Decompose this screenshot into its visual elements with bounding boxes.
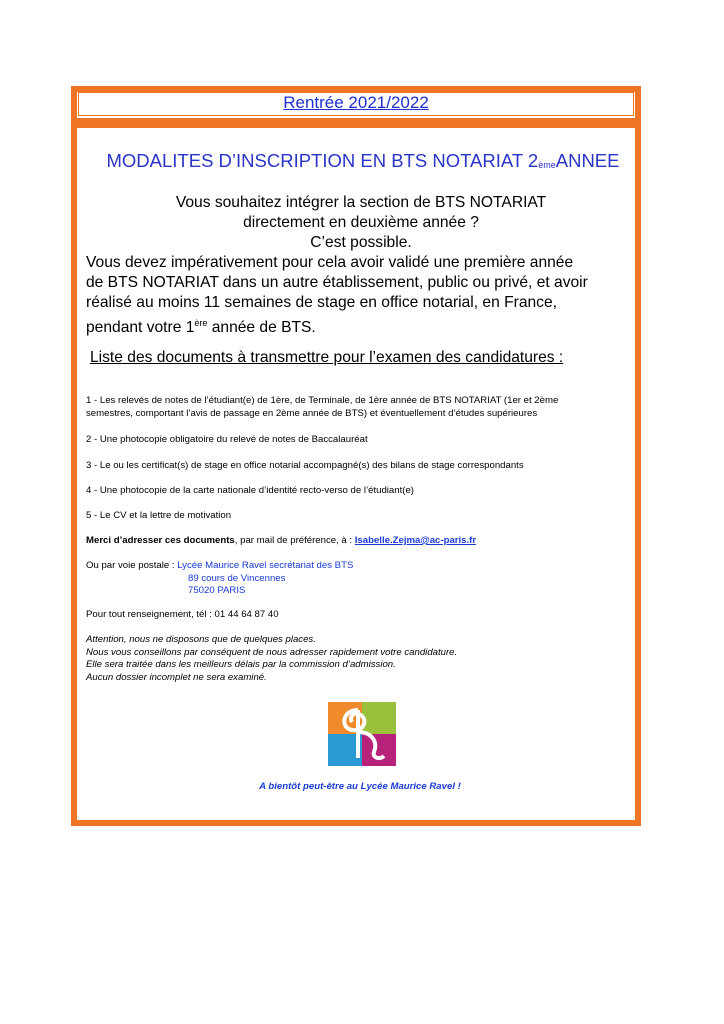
address-line: 89 cours de Vincennes [188, 572, 286, 584]
intro-line: directement en deuxième année ? [243, 214, 479, 231]
notice-line: Nous vous conseillons par conséquent de nous adresser rapidement votre candidature. [86, 646, 458, 658]
intro-line [86, 313, 636, 338]
notice-block [86, 634, 457, 684]
heading-main: MODALITES D’INSCRIPTION EN BTS NOTARIAT 2 [106, 150, 539, 171]
intro-sup: ère [194, 318, 208, 328]
logo-green-block [362, 702, 396, 734]
logo-magenta-block [362, 734, 396, 766]
notice-line: Attention, nous ne disposons que de quelques places. [86, 634, 316, 645]
document-text: 1 - Les relevés de notes de l’étudiant(e) de 1ère, de Terminale, de 1ère année de BTS NOTARIAT (1er et 2ème [86, 395, 559, 406]
merci-text: Merci d’adresser ces documents [86, 535, 235, 546]
document-item-1 [86, 395, 558, 420]
orange-divider [71, 118, 641, 128]
email-link[interactable]: Isabelle.Zejma@ac-paris.fr [354, 535, 477, 546]
documents-heading: Liste des documents à transmettre pour l’examen des candidatures : [90, 349, 564, 366]
intro-line: Vous souhaitez intégrer la section de BTS NOTARIAT [175, 194, 547, 211]
intro-text: pendant votre 1 [86, 319, 195, 337]
document-item-2: 2 - Une photocopie obligatoire du relevé de notes de Baccalauréat [86, 434, 368, 445]
document-text: semestres, comportant l’avis de passage en 2ème année de BTS) et éventuellement d’études supérieures [86, 407, 538, 419]
postal-address [86, 560, 353, 598]
phone-line: Pour tout renseignement, tél : 01 44 64 87 40 [86, 609, 279, 620]
intro-line: Vous devez impérativement pour cela avoir validé une première année [86, 254, 574, 271]
notice-line: Aucun dossier incomplet ne sera examiné. [86, 671, 267, 683]
page-heading [78, 150, 648, 172]
document-item-5: 5 - Le CV et la lettre de motivation [86, 510, 232, 521]
intro-line: réalisé au moins 11 semaines de stage en office notarial, en France, [86, 294, 557, 311]
address-line: 75020 PARIS [188, 585, 246, 596]
intro-text: année de BTS. [207, 319, 316, 337]
heading-end: ANNEE [555, 150, 620, 171]
rentree-title: Rentrée 2021/2022 [283, 93, 429, 112]
notice-line: Elle sera traitée dans les meilleurs délais par la commission d’admission. [86, 659, 396, 670]
intro-line: C’est possible. [310, 234, 412, 251]
intro-line: de BTS NOTARIAT dans un autre établissement, public ou privé, et avoir [86, 274, 588, 291]
address-line: Lycée Maurice Ravel secrétariat des BTS [177, 560, 354, 571]
contact-line [86, 535, 476, 548]
lycee-logo [328, 702, 396, 766]
closing-line: A bientôt peut-être au Lycée Maurice Ravel ! [259, 781, 461, 792]
merci-rest: , par mail de préférence, à : [234, 535, 355, 546]
postal-label: Ou par voie postale : [86, 560, 178, 571]
document-item-4: 4 - Une photocopie de la carte nationale d’identité recto-verso de l’étudiant(e) [86, 485, 414, 496]
document-item-3: 3 - Le ou les certificat(s) de stage en office notarial accompagné(s) des bilans de stage correspondants [86, 460, 524, 471]
intro-block [86, 193, 636, 338]
heading-sup: ème [538, 160, 556, 170]
